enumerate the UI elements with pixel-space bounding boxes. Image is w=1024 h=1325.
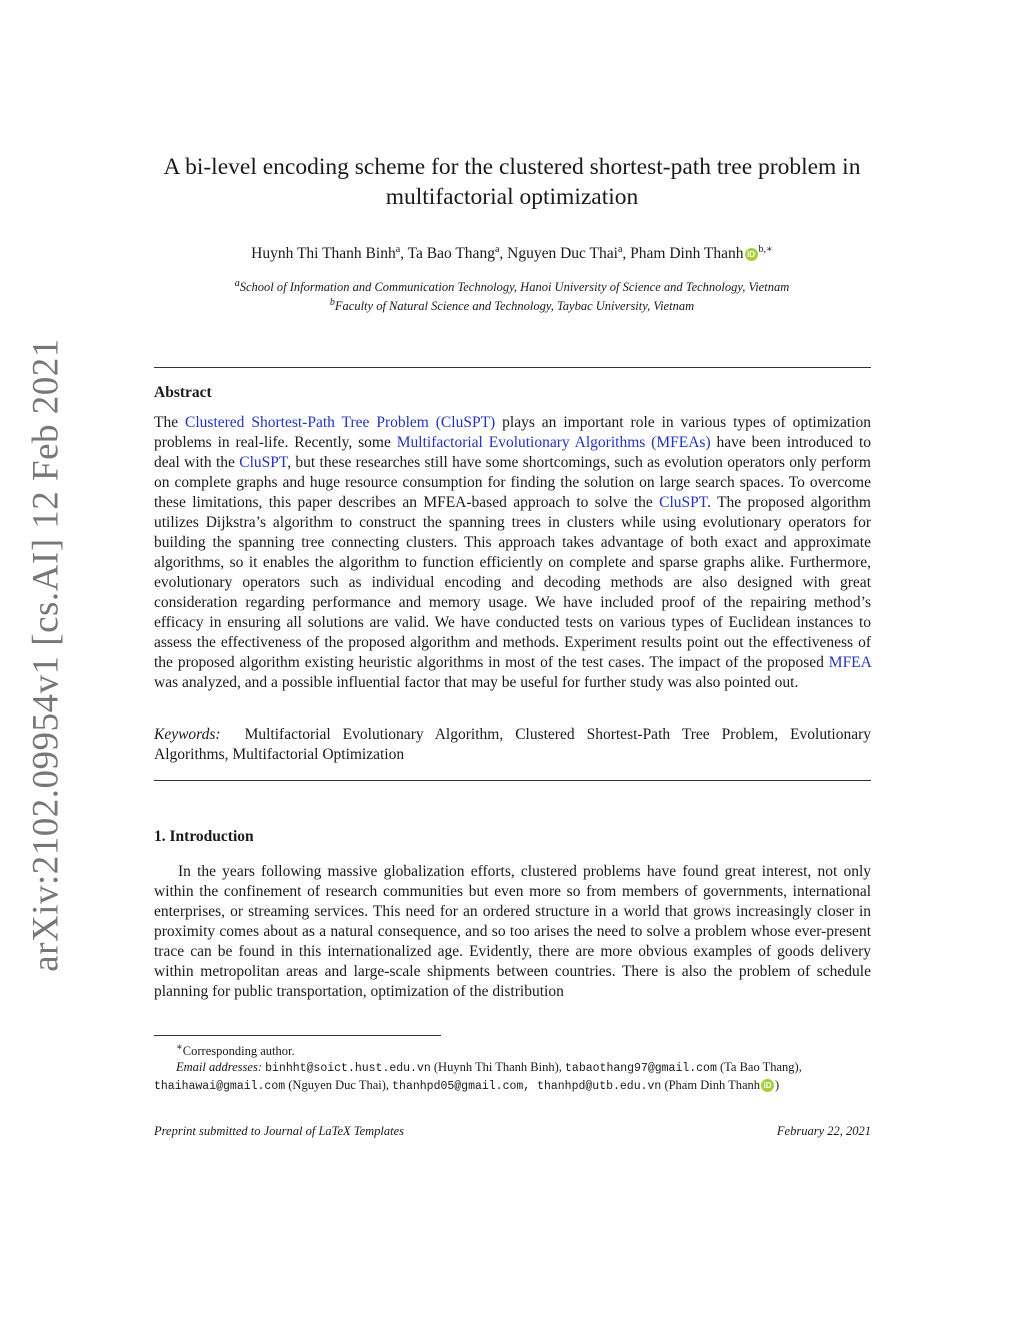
email-label: Email addresses: <box>176 1060 262 1075</box>
footnote-rule <box>154 1035 441 1036</box>
footer-date: February 22, 2021 <box>776 1124 871 1138</box>
footnote-mark: ∗ <box>176 1042 183 1053</box>
email-link[interactable]: thanhpd05@gmail.com, thanhpd@utb.edu.vn <box>392 1080 662 1094</box>
acronym-link[interactable]: Clustered Shortest-Path Tree Problem (CluSPT) <box>185 414 496 431</box>
author-name: Nguyen Duc Thai <box>507 245 618 263</box>
affil-mark: a <box>234 278 240 289</box>
author-affil-mark: a <box>395 244 401 255</box>
email-close: ) <box>775 1078 780 1093</box>
footer-journal: Preprint submitted to Journal of LaTeX Templates <box>154 1124 405 1138</box>
author-name: Ta Bao Thang <box>407 245 495 263</box>
paper-title: A bi-level encoding scheme for the clustered shortest-path tree problem in multifactorial optimization <box>163 154 861 210</box>
author-affil-mark: b,∗ <box>758 244 773 255</box>
author-name: Huynh Thi Thanh Binh <box>251 245 396 263</box>
affiliations <box>130 276 894 314</box>
email-addresses-cont <box>154 1077 871 1095</box>
abstract-text: have been introduced to deal with the <box>154 434 871 471</box>
acronym-link[interactable]: CluSPT <box>239 454 288 471</box>
acronym-link[interactable]: CluSPT <box>659 494 708 511</box>
email-owner: (Ta Bao Thang), <box>719 1060 802 1075</box>
arxiv-identifier-sidebar <box>6 338 86 972</box>
corresponding-note <box>154 1040 871 1059</box>
author-affil-mark: a <box>494 244 500 255</box>
email-link[interactable]: thaihawai@gmail.com <box>154 1080 286 1094</box>
abstract-text: . The proposed algorithm utilizes Dijkstra’s algorithm to construct the spanning trees in clusters while using evolutionary operators for building the spanning tree connecting clusters. This approach takes advantage of both exact and approximate algorithms, so it enables the algorithm to function efficiently on complete and sparse graphs alike. Furthermore, evolutionary operators such as individual encoding and decoding methods are also designed with great consideration regarding performance and memory usage. We have included proof of the repairing method’s efficacy in ensuring all solutions are valid. We have conducted tests on various types of Euclidean instances to assess the effectiveness of the proposed algorithm and methods. Experiment results point out the effectiveness of the proposed algorithm existing heuristic algorithms in most of the test cases. The impact of the proposed <box>154 494 871 671</box>
footnote <box>154 1040 871 1095</box>
top-rule <box>154 367 871 368</box>
abstract-text: was analyzed, and a possible influential factor that may be useful for further study was also pointed out. <box>154 674 799 691</box>
abstract-text: plays an important role in various types of optimization problems in real-life. Recently, some <box>154 414 871 451</box>
section-heading: 1. Introduction <box>154 828 254 845</box>
email-addresses <box>154 1059 871 1077</box>
keywords <box>154 725 871 765</box>
affiliation-b <box>130 295 894 314</box>
author-name: Pham Dinh Thanh <box>630 245 744 263</box>
email-link[interactable]: binhht@soict.hust.edu.vn <box>265 1062 431 1076</box>
abstract-text: , but these researches still have some shortcomings, such as evolution operators only perform on complete graphs and huge resource consumption for finding the solution on large search spaces. To overcome these limitations, this paper describes an MFEA-based approach to solve the <box>154 454 871 511</box>
email-owner: (Huynh Thi Thanh Binh), <box>433 1060 562 1075</box>
keywords-text: Multifactorial Evolutionary Algorithm, Clustered Shortest-Path Tree Problem, Evolutionary Algorithms, Multifactorial Optimization <box>154 726 872 763</box>
abstract-text: The <box>154 414 186 431</box>
arxiv-identifier: arXiv:2102.09954v1 [cs.AI] 12 Feb 2021 <box>25 338 67 972</box>
abstract-body <box>154 413 871 693</box>
acronym-link[interactable]: MFEA <box>828 654 871 671</box>
orcid-icon[interactable]: iD <box>761 1079 774 1092</box>
author-list: Huynh Thi Thanh Binh$^a$, Ta Bao Thang$^a$, Nguyen Duc Thai$^a$, Pham Dinh Thanh iD $^{b,∗}$ <box>251 244 773 263</box>
affil-text: School of Information and Communication Technology, Hanoi University of Science and Technology, Vietnam <box>239 280 790 295</box>
intro-paragraph: In the years following massive globalization efforts, clustered problems have found great interest, not only within the confinement of research communities but even more so from members of governments, international enterprises, or streaming services. This need for an ordered structure in a world that grows increasingly closer in proximity comes about as a natural consequence, and so too arises the need to solve a problem whose ever-present trace can be found in this internationalized age. Evidently, there are more obvious examples of goods delivery within metropolitan areas and large-scale shipments between countries. There is also the problem of schedule planning for public transportation, optimization of the distribution <box>154 863 871 1000</box>
affiliation-a <box>130 276 894 295</box>
orcid-icon[interactable]: iD <box>745 248 758 261</box>
abstract-heading: Abstract <box>154 384 212 401</box>
email-link[interactable]: tabaothang97@gmail.com <box>565 1062 717 1076</box>
email-owner: (Pham Dinh Thanh <box>664 1078 761 1093</box>
page-footer <box>154 1124 871 1139</box>
bottom-rule <box>154 780 871 781</box>
corresponding-text: Corresponding author. <box>182 1044 295 1059</box>
acronym-link[interactable]: Multifactorial Evolutionary Algorithms (MFEAs) <box>396 434 711 451</box>
keywords-label: Keywords: <box>154 726 221 743</box>
affil-text: Faculty of Natural Science and Technology, Taybac University, Vietnam <box>334 299 695 314</box>
affil-mark: b <box>329 297 335 309</box>
author-affil-mark: a <box>617 244 623 255</box>
email-owner: (Nguyen Duc Thai), <box>288 1078 390 1093</box>
